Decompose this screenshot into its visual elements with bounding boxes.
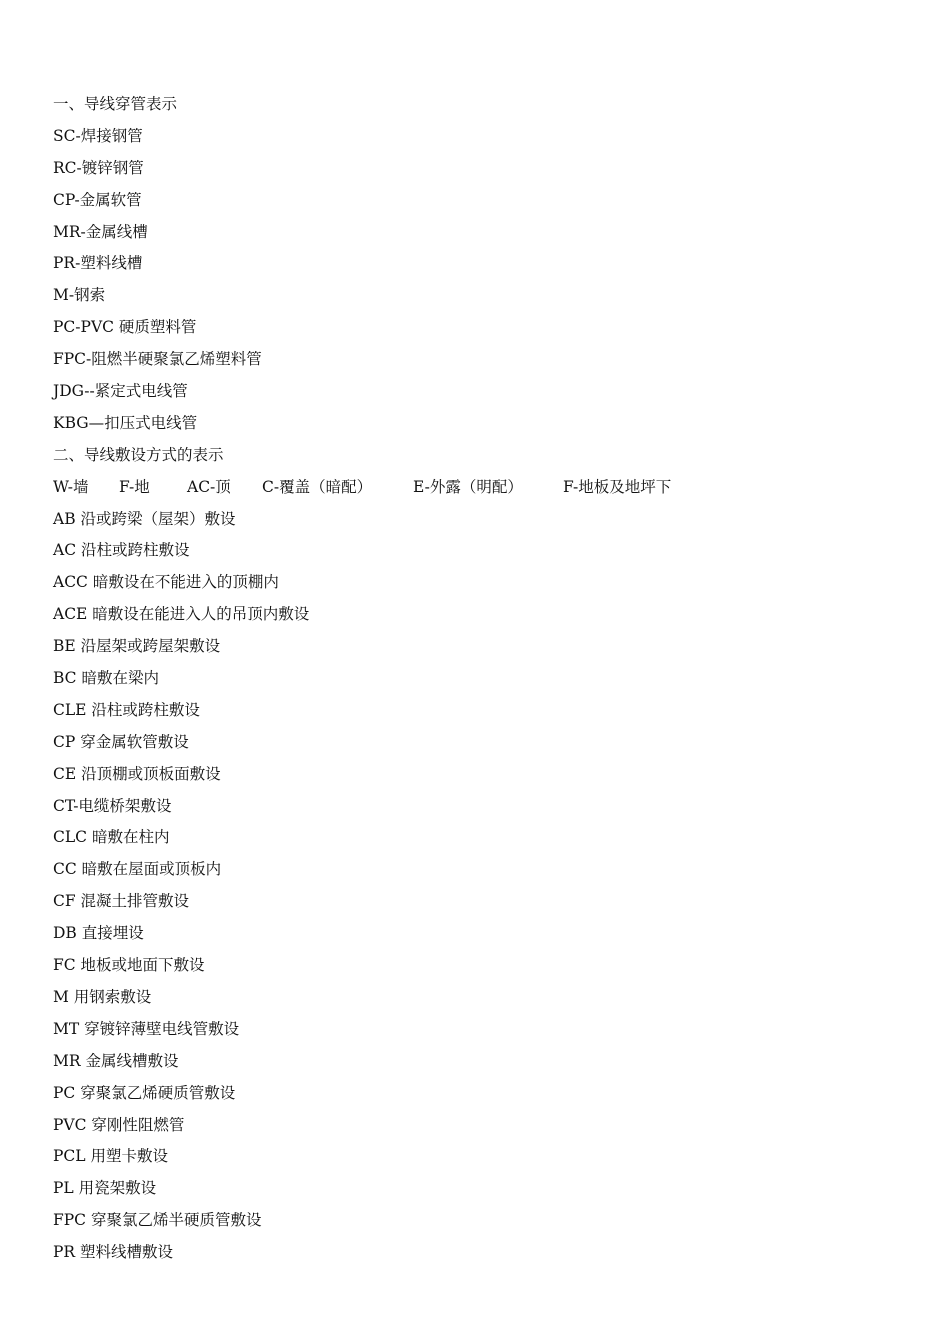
laying-item: M 用钢索敷设 (53, 987, 152, 1006)
conduit-item: M-钢索 (53, 286, 106, 305)
laying-item: CC 暗敷在屋面或顶板内 (53, 860, 222, 879)
conduit-item: RC-镀锌钢管 (53, 158, 144, 177)
laying-item: MR 金属线槽敷设 (53, 1051, 179, 1070)
section-2-title: 二、导线敷设方式的表示 (53, 445, 224, 464)
laying-item: CLE 沿柱或跨柱敷设 (53, 700, 200, 719)
document-page (53, 89, 913, 1269)
laying-item: CE 沿顶棚或顶板面敷设 (53, 764, 221, 783)
laying-item: AB 沿或跨梁（屋架）敷设 (53, 509, 236, 528)
section-1-title: 一、导线穿管表示 (53, 95, 178, 113)
laying-item: BE 沿屋架或跨屋架敷设 (53, 637, 221, 656)
location-codes-row (53, 472, 913, 504)
location-code: W-墙 (53, 477, 89, 496)
laying-item: PCL 用塑卡敷设 (53, 1147, 169, 1166)
location-code: C-覆盖（暗配） (262, 477, 373, 496)
conduit-item: PC-PVC 硬质塑料管 (53, 318, 197, 337)
laying-item: CF 混凝土排管敷设 (53, 892, 190, 911)
laying-item: CP 穿金属软管敷设 (53, 732, 189, 751)
location-code: F-地板及地坪下 (563, 477, 672, 496)
laying-item: PVC 穿刚性阻燃管 (53, 1115, 185, 1134)
laying-item: DB 直接埋设 (53, 924, 144, 943)
conduit-item: KBG—扣压式电线管 (53, 413, 198, 432)
conduit-item: MR-金属线槽 (53, 222, 148, 241)
laying-item: FC 地板或地面下敷设 (53, 956, 205, 975)
laying-item: AC 沿柱或跨柱敷设 (53, 541, 190, 560)
laying-item: PC 穿聚氯乙烯硬质管敷设 (53, 1083, 236, 1102)
laying-item: PR 塑料线槽敷设 (53, 1243, 174, 1262)
conduit-item: CP-金属软管 (53, 190, 142, 209)
laying-item: CLC 暗敷在柱内 (53, 828, 170, 847)
conduit-item: SC-焊接钢管 (53, 126, 143, 145)
conduit-item: JDG--紧定式电线管 (53, 382, 188, 401)
location-code: AC-顶 (187, 477, 231, 496)
laying-item: ACC 暗敷设在不能进入的顶棚内 (53, 573, 279, 592)
laying-item: MT 穿镀锌薄壁电线管敷设 (53, 1019, 240, 1038)
laying-item: ACE 暗敷设在能进入人的吊顶内敷设 (53, 605, 310, 624)
location-code: F-地 (119, 477, 150, 496)
laying-item: PL 用瓷架敷设 (53, 1179, 157, 1198)
laying-item: FPC 穿聚氯乙烯半硬质管敷设 (53, 1211, 262, 1230)
conduit-item: FPC-阻燃半硬聚氯乙烯塑料管 (53, 350, 262, 369)
conduit-item: PR-塑料线槽 (53, 254, 143, 273)
location-code: E-外露（明配） (413, 477, 523, 496)
laying-item: BC 暗敷在梁内 (53, 669, 159, 688)
laying-item: CT-电缆桥架敷设 (53, 796, 172, 815)
